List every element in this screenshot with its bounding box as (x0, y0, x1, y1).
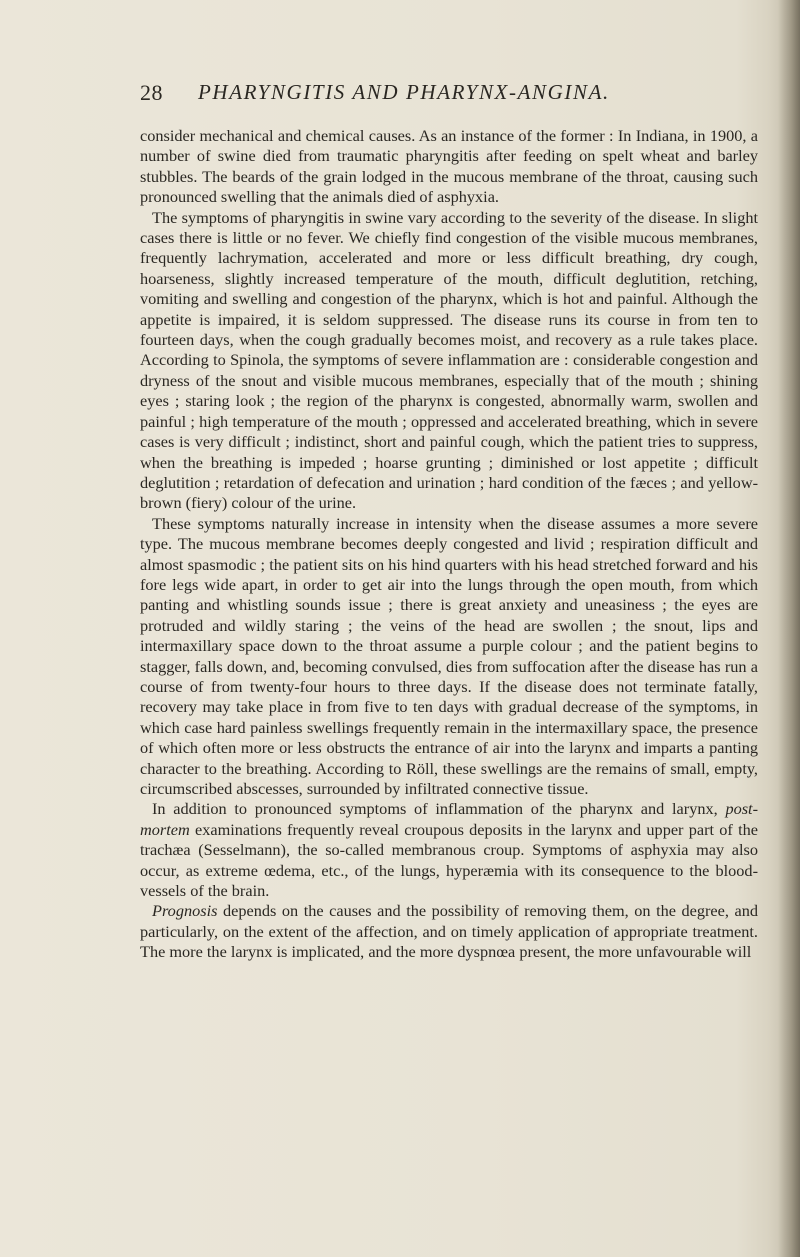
running-head (140, 80, 700, 114)
paragraph-symptoms: The symptoms of pharyngitis in swine vary according to the severity of the disease. In slight cases there is little or no fever. We chiefly find congestion of the visible mucous membranes, frequently lachrymation, accelerated and more or less difficult breathing, dry cough, hoarseness, slightly increased temperature of the mouth, difficult deglutition, retching, vomiting and swelling and congestion of the pharynx, which is hot and painful. Although the appetite is impaired, it is seldom suppressed. The disease runs its course in from ten to fourteen days, when the cough gradually becomes moist, and recovery as a rule takes place. According to Spinola, the symptoms of severe inflammation are : considerable congestion and dryness of the snout and visible mucous membranes, especially that of the mouth ; shining eyes ; staring look ; the region of the pharynx is congested, abnormally warm, swollen and painful ; high temperature of the mouth ; oppressed and accelerated breathing, which in severe cases is very difficult ; indistinct, short and painful cough, which the patient tries to suppress, when the breathing is impeded ; hoarse grunting ; diminished or lost appetite ; difficult deglutition ; retardation of defecation and urination ; hard condition of the fæces ; and yellow-brown (fiery) colour of the urine. (140, 207, 758, 513)
paragraph-prognosis (140, 901, 758, 962)
post-mortem-term: post-mortem (140, 799, 758, 839)
paragraph-severe-type: These symptoms naturally increase in intensity when the disease assumes a more severe type. The mucous membrane becomes deeply congested and livid ; respiration difficult and almost spasmodic ; the patient sits on his hind quarters with his head stretched forward and his fore legs wide apart, in order to get air into the lungs through the open mouth, from which panting and whistling sounds issue ; there is great anxiety and uneasiness ; the eyes are protruded and wildly staring ; the veins of the head are swollen ; the snout, lips and intermaxillary space down to the throat assume a purple colour ; and the patient begins to stagger, falls down, and, becoming convulsed, dies from suffocation after the disease has run a course of from twenty-four hours to three days. If the disease does not terminate fatally, recovery may take place in from five to ten days with gradual decrease of the symptoms, in which case hard painless swellings frequently remain in the intermaxillary space, the presence of which often more or less obstructs the entrance of air into the larynx and imparts a panting character to the breathing. According to Röll, these swellings are the remains of small, empty, circumscribed abscesses, surrounded by infiltrated connective tissue. (140, 513, 758, 798)
body-text (140, 126, 758, 963)
post-mortem-text-a: In addition to pronounced symptoms of inflammation of the pharynx and larynx, (152, 799, 726, 819)
post-mortem-text-b: examinations frequently reveal croupous deposits in the larynx and upper part of the trachæa (Sesselmann), the so-called membranous croup. Symptoms of asphyxia may also occur, as extreme œdema, etc., of the lungs, hyperæmia with its consequence to the blood-vessels of the brain. (140, 819, 758, 901)
running-title: PHARYNGITIS AND PHARYNX-ANGINA. (198, 80, 610, 104)
prognosis-text: depends on the causes and the possibility of removing them, on the degree, and particularly, on the extent of the affection, and on timely application of appropriate treatment. The more the larynx is implicated, and the more dyspnœa present, the more unfavourable will (140, 901, 758, 962)
page-edge-shadow (778, 0, 800, 1257)
paragraph-1: consider mechanical and chemical causes. As an instance of the former : In Indiana, in 1900, a number of swine died from traumatic pharyngitis after feeding on spelt wheat and barley stubbles. The beards of the grain lodged in the mucous membrane of the throat, causing such pronounced swelling that the animals died of asphyxia. (140, 126, 758, 207)
page-number: 28 (140, 80, 163, 105)
paragraph-post-mortem (140, 799, 758, 901)
prognosis-term: Prognosis (152, 901, 218, 921)
